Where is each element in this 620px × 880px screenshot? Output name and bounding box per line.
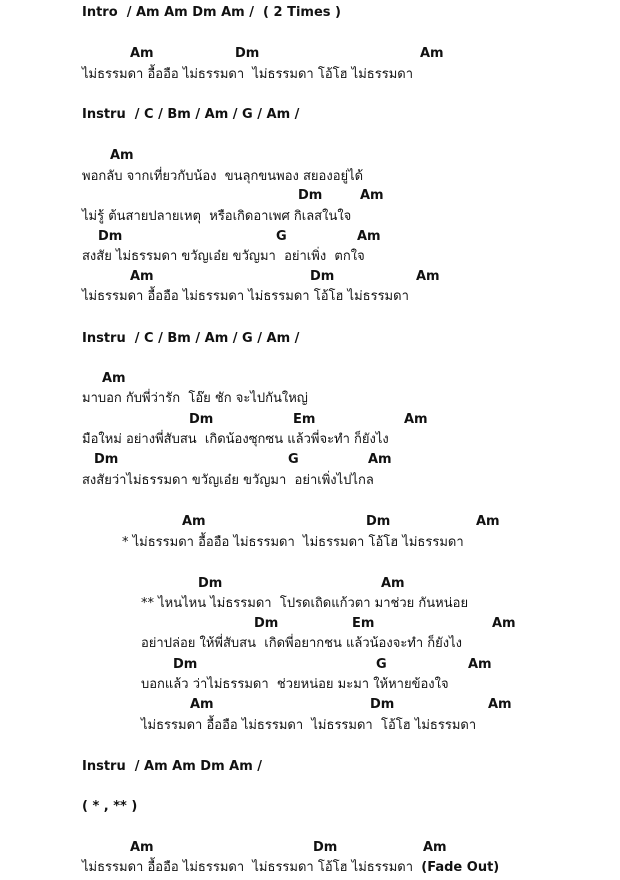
lyric-line: พอกลับ จากเที่ยวกับน้อง ขนลุกขนพอง สยองอยู่ได้ — [82, 169, 364, 184]
chord-label: Am — [476, 514, 500, 529]
chord-label: Am — [381, 576, 405, 591]
chord-label: Dm — [94, 452, 119, 467]
chord-label: Dm — [189, 412, 214, 427]
chord-label: Am — [368, 452, 392, 467]
chord-label: G — [276, 229, 287, 244]
chord-label: Am — [488, 697, 512, 712]
chord-label: Dm — [298, 188, 323, 203]
chord-label: G — [288, 452, 299, 467]
instrumental-line: Instru / C / Bm / Am / G / Am / — [82, 107, 300, 122]
instrumental-line: Instru / C / Bm / Am / G / Am / — [82, 331, 300, 346]
chord-label: Am — [130, 840, 154, 855]
lyric-line: บอกแล้ว ว่าไม่ธรรมดา ช่วยหน่อย มะมา ให้หายข้องใจ — [141, 677, 449, 692]
fade-out-label: (Fade Out) — [421, 860, 500, 875]
chord-label: G — [376, 657, 387, 672]
lyric-line: สงสัย ไม่ธรรมดา ขวัญเอ๋ย ขวัญมา อย่าเพิ่ง ตกใจ — [82, 249, 365, 264]
chord-label: Am — [492, 616, 516, 631]
lyric-line: มาบอก กับพี่ว่ารัก โอ๊ย ชัก จะไปกันใหญ่ — [82, 391, 308, 406]
chord-label: Am — [130, 269, 154, 284]
outro-lyric: ไม่ธรรมดา อื้ออือ ไม่ธรรมดา ไม่ธรรมดา โอ้โฮ ไม่ธรรมดา — [82, 860, 422, 875]
lyric-line: สงสัยว่าไม่ธรรมดา ขวัญเอ๋ย ขวัญมา อย่าเพิ่งไปไกล — [82, 473, 374, 488]
lyric-line — [82, 860, 499, 876]
chord-label: Am — [357, 229, 381, 244]
chord-label: Dm — [198, 576, 223, 591]
lyric-line: ไม่ธรรมดา อื้ออือ ไม่ธรรมดา ไม่ธรรมดา โอ้โฮ ไม่ธรรมดา — [82, 289, 409, 304]
lyric-line: ไม่ธรรมดา อื้ออือ ไม่ธรรมดา ไม่ธรรมดา โอ้โฮ ไม่ธรรมดา — [141, 718, 477, 733]
lyric-line: ไม่รู้ ต้นสายปลายเหตุ หรือเกิดอาเพศ กิเลสในใจ — [82, 209, 352, 224]
lyric-line: ** ไหนไหน ไม่ธรรมดา โปรดเถิดแก้วตา มาช่วย กันหน่อย — [141, 596, 469, 611]
lyric-line: มือใหม่ อย่างพี่สับสน เกิดน้องซุกซน แล้วพี่จะทำ ก็ยังไง — [82, 432, 389, 447]
lyric-line: อย่าปล่อย ให้พี่สับสน เกิดพี่อยากชน แล้วน้องจะทำ ก็ยังไง — [141, 636, 463, 651]
chord-label: Am — [404, 412, 428, 427]
chord-label: Dm — [370, 697, 395, 712]
chord-label: Am — [360, 188, 384, 203]
repeat-marker: ( * , ** ) — [82, 799, 138, 814]
chord-label: Dm — [313, 840, 338, 855]
chord-label: Am — [102, 371, 126, 386]
chord-label: Am — [416, 269, 440, 284]
chord-label: Am — [468, 657, 492, 672]
chord-label: Am — [420, 46, 444, 61]
chord-label: Dm — [98, 229, 123, 244]
lyric-line: ไม่ธรรมดา อื้ออือ ไม่ธรรมดา ไม่ธรรมดา โอ้โฮ ไม่ธรรมดา — [82, 67, 414, 82]
chord-label: Dm — [366, 514, 391, 529]
intro-line: Intro / Am Am Dm Am / ( 2 Times ) — [82, 5, 341, 20]
chord-label: Am — [110, 148, 134, 163]
chord-label: Dm — [254, 616, 279, 631]
lyric-line: * ไม่ธรรมดา อื้ออือ ไม่ธรรมดา ไม่ธรรมดา โอ้โฮ ไม่ธรรมดา — [122, 535, 464, 550]
chord-label: Dm — [235, 46, 260, 61]
chord-label: Em — [293, 412, 316, 427]
chord-label: Em — [352, 616, 375, 631]
chord-label: Am — [130, 46, 154, 61]
chord-label: Am — [190, 697, 214, 712]
instrumental-line: Instru / Am Am Dm Am / — [82, 759, 263, 774]
chord-label: Dm — [310, 269, 335, 284]
chord-label: Am — [182, 514, 206, 529]
chord-label: Am — [423, 840, 447, 855]
chord-label: Dm — [173, 657, 198, 672]
